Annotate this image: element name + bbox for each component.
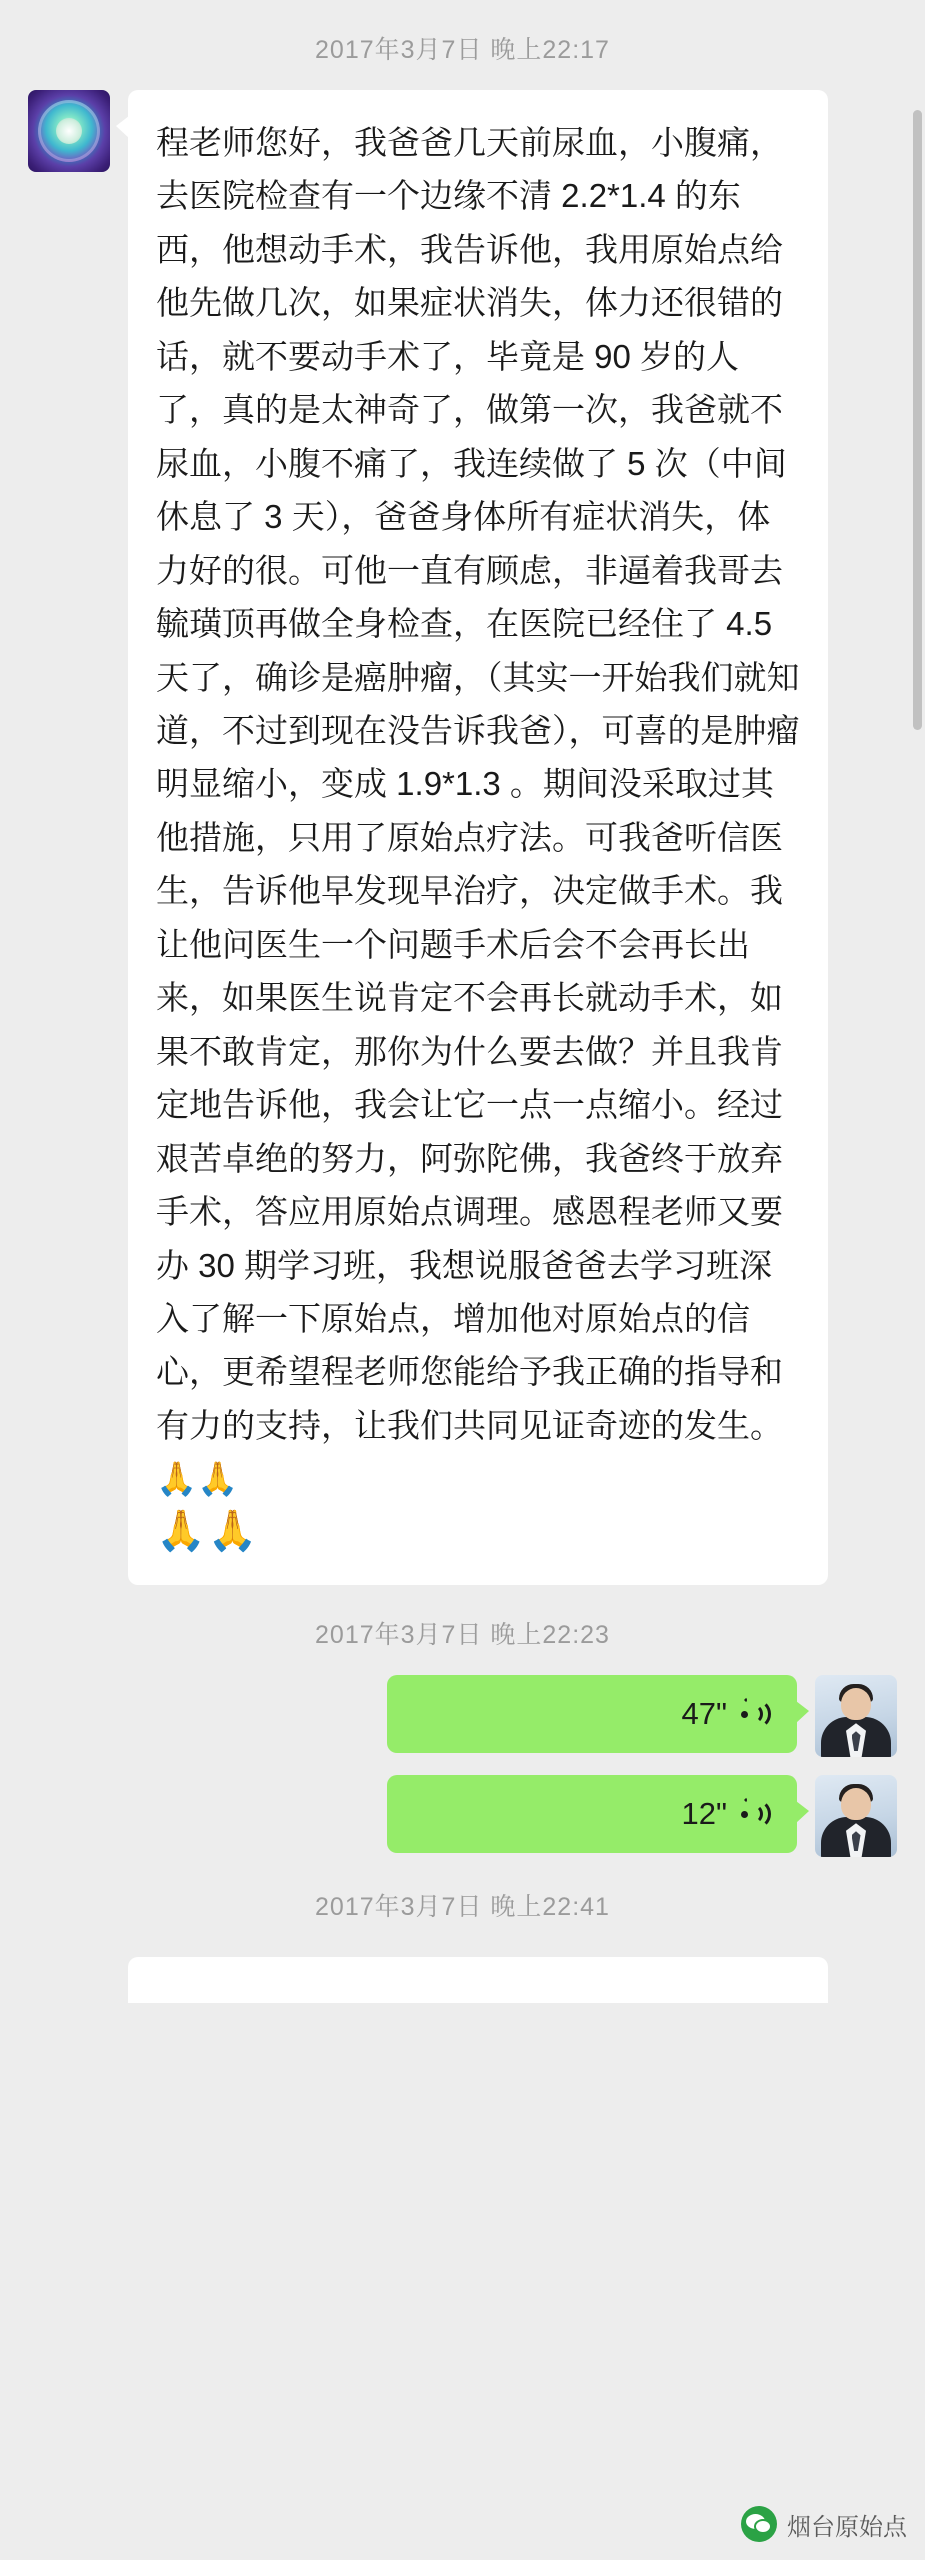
voice-message-bubble-12[interactable] — [387, 1775, 797, 1853]
brand-watermark — [741, 2506, 907, 2542]
message-bubble-text[interactable] — [128, 90, 828, 1585]
timestamp-first: 2017年3月7日 晚上22:17 — [315, 36, 610, 64]
message-row-outgoing-1 — [0, 1675, 925, 1757]
avatar-mandala[interactable] — [28, 90, 110, 172]
message-text: 程老师您好，我爸爸几天前尿血，小腹痛，去医院检查有一个边缘不清 2.2*1.4 的东西，他想动手术，我告诉他，我用原始点给他先做几次，如果症状消失，体力还很错的话，就不要动手术了，毕竟是 90 岁的人了，真的是太神奇了，做第一次，我爸就不尿血，小腹不痛了，我连续做了 5 次（中间休息了 3 天），爸爸身体所有症状消失，体力好的很。可他一直有顾虑，非逼着我哥去毓璜顶再做全身检查，在医院已经住了 4.5 天了，确诊是癌肿瘤，（其实一开始我们就知道，不过到现在没告诉我爸），可喜的是肿瘤明显缩小，变成 1.9*1.3 。期间没采取过其他措施，只用了原始点疗法。可我爸听信医生，告诉他早发现早治疗，决定做手术。我让他问医生一个问题手术后会不会再长出来，如果医生说肯定不会再长就动手术，如果不敢肯定，那你为什么要去做？并且我肯定地告诉他，我会让它一点一点缩小。经过艰苦卓绝的努力，阿弥陀佛，我爸终于放弃手术，答应用原始点调理。感恩程老师又要办 30 期学习班，我想说服爸爸去学习班深入了解一下原始点，增加他对原始点的信心，更希望程老师您能给予我正确的指导和有力的支持，让我们共同见证奇迹的发生。 — [156, 124, 800, 1444]
emoji-pray-inline: 🙏🙏 — [156, 1460, 239, 1498]
vertical-scrollbar[interactable] — [913, 110, 922, 730]
voice-duration-label: 12" — [681, 1796, 727, 1832]
emoji-pray-next-line: 🙏🙏 — [156, 1508, 260, 1553]
message-row-outgoing-2 — [0, 1775, 925, 1857]
wechat-logo-icon — [741, 2506, 777, 2542]
timestamp-third: 2017年3月7日 晚上22:41 — [315, 1893, 610, 1922]
message-bubble-partial[interactable] — [128, 1957, 828, 2003]
voice-wave-icon — [741, 1797, 775, 1831]
voice-duration-label: 47" — [681, 1696, 727, 1732]
timestamp-second: 2017年3月7日 晚上22:23 — [315, 1621, 610, 1650]
avatar-man-in-suit[interactable] — [815, 1775, 897, 1857]
brand-name-label: 烟台原始点 — [787, 2513, 907, 2541]
message-row-incoming — [0, 90, 925, 1585]
voice-message-bubble-47[interactable] — [387, 1675, 797, 1753]
avatar-man-in-suit[interactable] — [815, 1675, 897, 1757]
voice-wave-icon — [741, 1697, 775, 1731]
